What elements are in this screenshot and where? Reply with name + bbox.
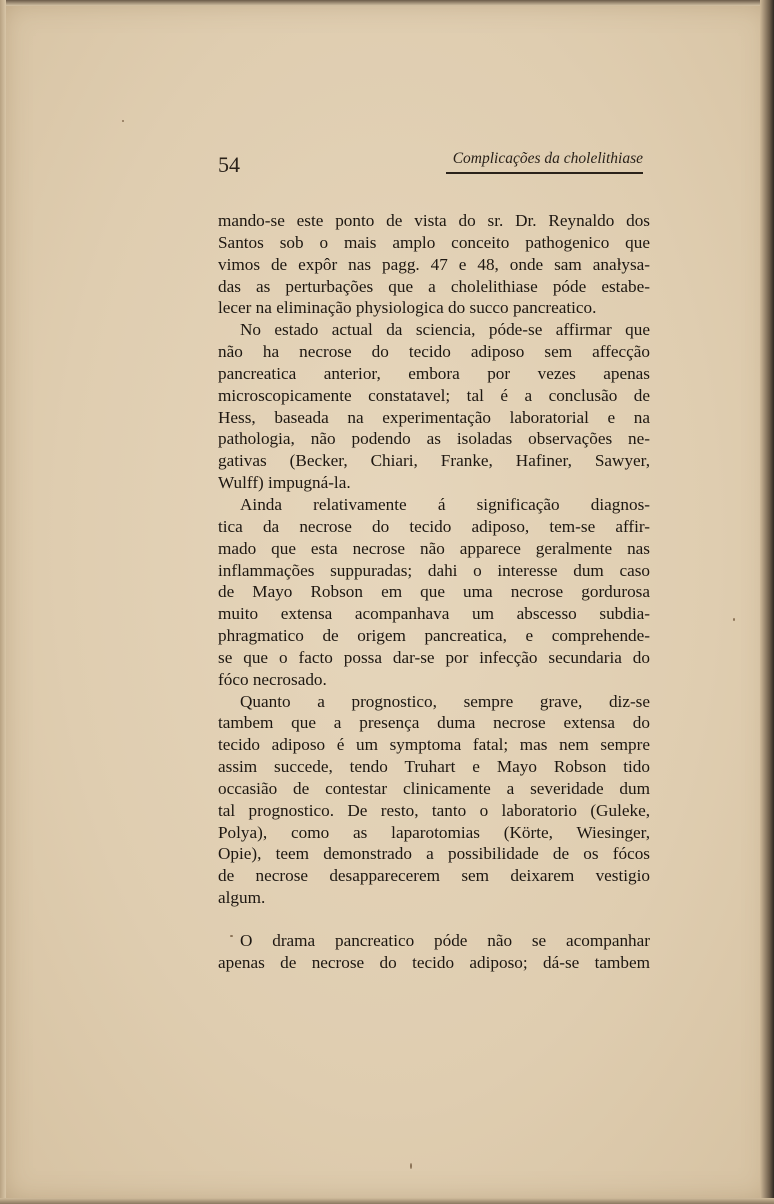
text-line: lecer na eliminação physiologica do succo pancreatico. — [218, 298, 597, 318]
text-line: No estado actual da sciencia, póde-se affirmar que — [240, 320, 650, 340]
text-line: Polya), como as laparotomias (Körte, Wiesinger, — [218, 822, 650, 842]
paragraph-gap — [218, 909, 650, 930]
page-edge-bottom — [0, 1198, 774, 1204]
text-line: de Mayo Robson em que uma necrose gordurosa — [218, 582, 650, 602]
text-line: tica da necrose do tecido adiposo, tem-se affir- — [218, 516, 650, 536]
paper-speck — [410, 1163, 412, 1169]
page-number: 54 — [218, 152, 240, 177]
body-text — [218, 210, 650, 974]
text-line: pancreatica anterior, embora por vezes apenas — [218, 363, 650, 383]
text-line: mado que esta necrose não apparece geralmente nas — [218, 538, 650, 558]
text-line: não ha necrose do tecido adiposo sem affecção — [218, 342, 650, 362]
text-line: Quanto a prognostico, sempre grave, diz-se — [240, 691, 650, 711]
text-line: gativas (Becker, Chiari, Franke, Hafiner, Sawyer, — [218, 451, 650, 471]
text-line: mando-se este ponto de vista do sr. Dr. Reynaldo dos — [218, 211, 650, 230]
text-line: muito extensa acompanhava um abscesso subdia- — [218, 604, 650, 624]
text-line: microscopicamente constatavel; tal é a conclusão de — [218, 385, 650, 405]
text-line: tambem que a presença duma necrose extensa do — [218, 713, 650, 733]
text-line: inflammações suppuradas; dahi o interesse dum caso — [218, 560, 650, 580]
paper-speck — [733, 618, 735, 621]
text-line: pathologia, não podendo as isoladas observações ne- — [218, 429, 650, 449]
text-line: se que o facto possa dar-se por infecção secundaria do — [218, 647, 650, 667]
text-line: das as perturbações que a cholelithiase póde estabe- — [218, 276, 650, 296]
text-line: tecido adiposo é um symptoma fatal; mas nem sempre — [218, 735, 650, 755]
text-line: Ainda relativamente á significação diagnos- — [240, 494, 650, 514]
text-line: tal prognostico. De resto, tanto o laboratorio (Guleke, — [218, 800, 650, 820]
paper-speck — [122, 120, 124, 122]
header-rule — [446, 172, 643, 174]
page-edge-right — [760, 0, 774, 1204]
text-line: apenas de necrose do tecido adiposo; dá-se tambem — [218, 952, 650, 972]
text-line: Opie), teem demonstrado a possibilidade de os fócos — [218, 844, 650, 864]
text-line: phragmatico de origem pancreatica, e comprehende- — [218, 626, 650, 646]
text-line: Wulff) impugná-la. — [218, 473, 351, 493]
text-line: Hess, baseada na experimentação laboratorial e na — [218, 407, 650, 427]
text-line: O drama pancreatico póde não se acompanhar — [240, 931, 650, 950]
running-title: Complicações da cholelithiase — [452, 150, 643, 167]
text-line: Santos sob o mais amplo conceito pathogenico que — [218, 232, 650, 252]
text-line: vimos de expôr nas pagg. 47 e 48, onde sam analysa- — [218, 254, 650, 274]
text-line: de necrose desapparecerem sem deixarem vestigio — [218, 866, 650, 886]
text-line: assim succede, tendo Truhart e Mayo Robson tido — [218, 757, 650, 777]
text-line: occasião de contestar clinicamente a severidade dum — [218, 778, 650, 798]
page-edge-left — [0, 0, 6, 1204]
page-edge-top — [0, 0, 774, 6]
text-line: algum. — [218, 888, 266, 908]
text-line: fóco necrosado. — [218, 669, 327, 689]
